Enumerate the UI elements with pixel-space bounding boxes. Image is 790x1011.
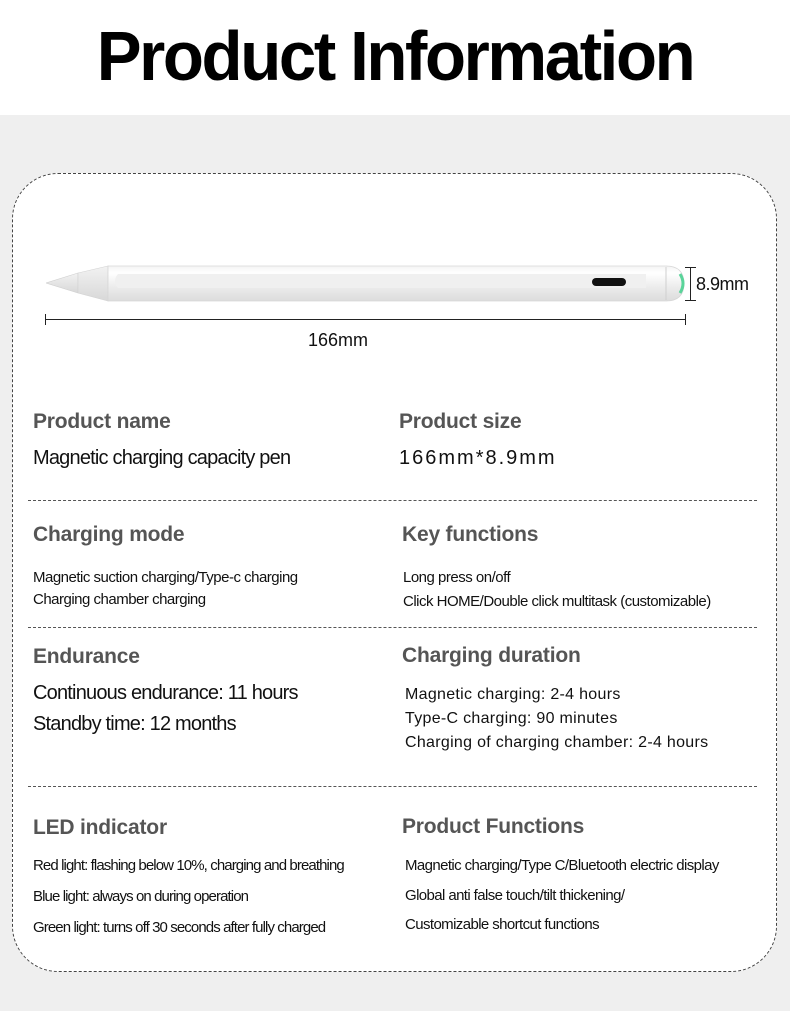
product-functions-line-3: Customizable shortcut functions [405, 916, 600, 933]
section-title-product-size: Product size [399, 410, 522, 433]
led-indicator-line-1: Red light: flashing below 10%, charging and breathing [33, 857, 344, 874]
endurance-line-2: Standby time: 12 months [33, 713, 236, 735]
product-functions-line-2: Global anti false touch/tilt thickening/ [405, 887, 625, 904]
section-title-product-functions: Product Functions [402, 815, 585, 838]
key-functions-line-2: Click HOME/Double click multitask (customizable) [403, 593, 711, 610]
charging-mode-line-1: Magnetic suction charging/Type-c charging [33, 569, 298, 586]
divider [28, 627, 757, 628]
section-title-charging-mode: Charging mode [33, 523, 185, 546]
product-name-value: Magnetic charging capacity pen [33, 447, 291, 469]
section-title-led-indicator: LED indicator [33, 816, 167, 839]
charging-duration-line-1: Magnetic charging: 2-4 hours [405, 686, 621, 703]
product-functions-line-1: Magnetic charging/Type C/Bluetooth electric display [405, 857, 719, 874]
key-functions-line-1: Long press on/off [403, 569, 511, 586]
charging-mode-line-2: Charging chamber charging [33, 591, 206, 608]
header [0, 0, 790, 115]
page-title: Product Information [96, 17, 694, 95]
section-title-key-functions: Key functions [402, 523, 539, 546]
diameter-label: 8.9mm [696, 274, 749, 294]
endurance-line-1: Continuous endurance: 11 hours [33, 682, 298, 704]
length-dimension-tick-left [45, 314, 46, 325]
divider [28, 500, 757, 501]
divider [28, 786, 757, 787]
section-title-endurance: Endurance [33, 645, 140, 668]
length-label: 166mm [307, 330, 369, 350]
diameter-dimension-tick-bottom [685, 300, 696, 301]
led-indicator-line-2: Blue light: always on during operation [33, 888, 249, 905]
section-title-product-name: Product name [33, 410, 171, 433]
stylus-pen-icon [46, 264, 686, 304]
diameter-dimension-line [690, 267, 691, 301]
charging-duration-line-3: Charging of charging chamber: 2-4 hours [405, 734, 709, 751]
length-dimension-tick-right [685, 314, 686, 325]
led-indicator-line-3: Green light: turns off 30 seconds after fully charged [33, 919, 326, 936]
product-size-value: 166mm*8.9mm [399, 447, 557, 469]
section-title-charging-duration: Charging duration [402, 644, 581, 667]
length-dimension-line [46, 319, 686, 320]
charging-duration-line-2: Type-C charging: 90 minutes [405, 710, 618, 727]
diameter-dimension-tick-top [685, 267, 696, 268]
